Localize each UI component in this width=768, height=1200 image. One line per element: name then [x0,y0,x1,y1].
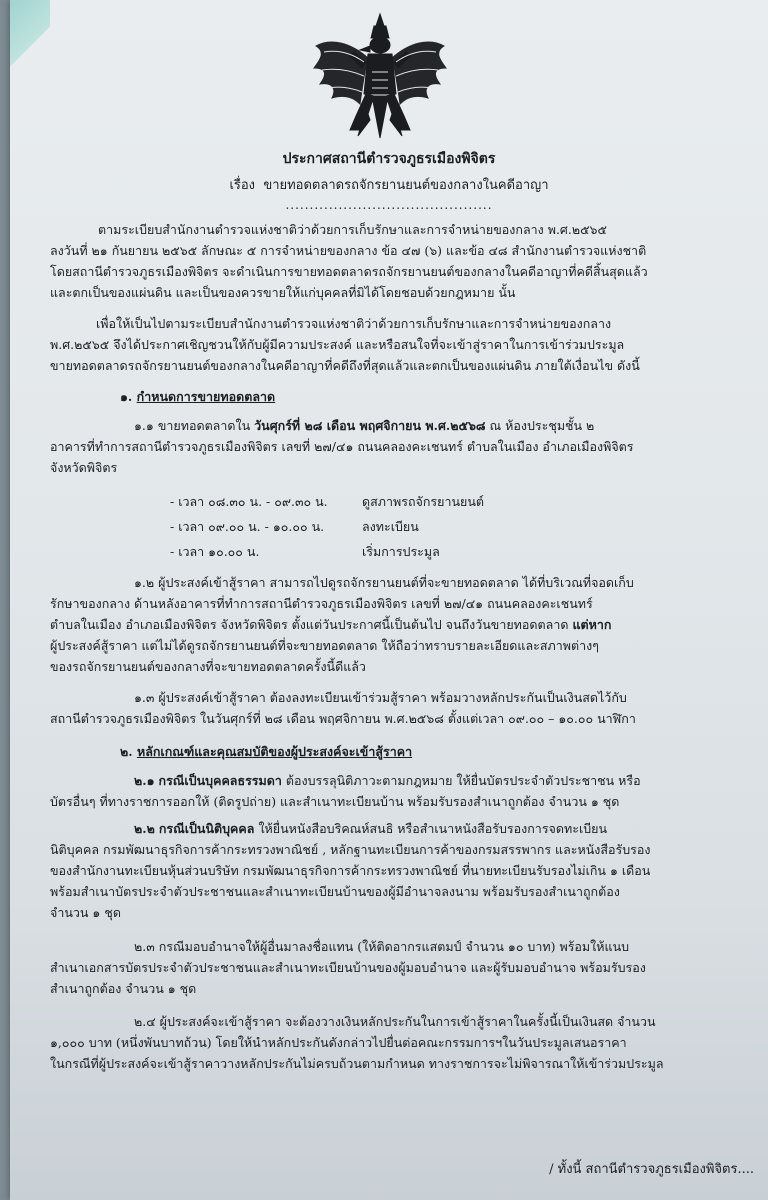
garuda-emblem-icon [310,12,450,142]
section-2-heading [120,744,768,760]
schedule-time: - เวลา ๐๙.๐๐ น. - ๑๐.๐๐ น. [170,519,325,534]
item-1-1-suffix: ณ ห้องประชุมชั้น ๒ [489,418,595,433]
item-2-2-line [134,821,758,837]
item-2-2-line: พร้อมสำเนาบัตรประจำตัวประชาชนและสำเนาทะเบียนบ้านของผู้มีอำนาจลงนาม พร้อมรับรองสำเนาถูกต้อง [50,884,620,899]
separator-dots: ........................................... [285,198,493,212]
item-2-4-line: ๑,๐๐๐ บาท (หนึ่งพันบาทถ้วน) โดยให้นำหลักประกันดังกล่าวไปยื่นต่อคณะกรรมการฯในวันประมูลเสนอราคา [50,1035,627,1050]
purpose-line: ขายทอดตลาดรถจักรยานยนต์ของกลางในคดีอาญาที่คดีถึงที่สุดแล้วและตกเป็นของแผ่นดิน ภายใต้เงื่อนไข ดังนี้ [50,358,640,373]
intro-line: ลงวันที่ ๒๑ กันยายน ๒๕๖๕ ลักษณะ ๕ การจำหน่ายของกลาง ข้อ ๔๗ (๖) และข้อ ๔๘ สำนักงานตำรวจแห่งชาติ [50,243,647,258]
purpose-line: พ.ศ.๒๕๖๕ จึงได้ประกาศเชิญชวนให้กับผู้มีความประสงค์ และหรือสนใจที่จะเข้าสู่ราคาในการเข้าร่วมประมูล [50,337,625,352]
section-2-number: ๒. [120,744,133,759]
section-1-title: กำหนดการขายทอดตลาด [136,389,276,404]
subject-text: ขายทอดตลาดรถจักรยานยนต์ของกลางในคดีอาญา [263,178,549,193]
subject-line [10,174,768,195]
document-page [10,0,768,1200]
item-1-1-line: จังหวัดพิจิตร [50,460,118,475]
item-1-1-line: อาคารที่ทำการสถานีตำรวจภูธรเมืองพิจิตร เลขที่ ๒๗/๔๑ ถนนคลองคะเชนทร์ ตำบลในเมือง อำเภอเมืองพิจิตร [50,439,634,454]
schedule-time: - เวลา ๐๘.๓๐ น. - ๐๙.๓๐ น. [170,494,328,509]
intro-line: โดยสถานีตำรวจภูธรเมืองพิจิตร จะดำเนินการขายทอดตลาดรถจักรยานยนต์ของกลางในคดีอาญาที่คดีสิ้นสุดแล้ว [50,264,648,279]
subject-label: เรื่อง [229,178,256,193]
item-1-2-text: ตำบลในเมือง อำเภอเมืองพิจิตร จังหวัดพิจิตร ตั้งแต่วันประกาศนี้เป็นต้นไป จนถึงวันขายทอดตลาด [50,617,569,632]
item-1-2-emphasis: แต่หาก [572,617,612,632]
item-1-1-prefix: ๑.๑ ขายทอดตลาดใน [134,418,251,433]
item-2-4-line: ในกรณีที่ผู้ประสงค์จะเข้าสู้ราคาวางหลักประกันไม่ครบถ้วนตามกำหนด ทางราชการจะไม่พิจารณาให้เข้าร่วมประมูล [50,1056,664,1071]
schedule-time: - เวลา ๑๐.๐๐ น. [170,544,260,559]
schedule-activity: ดูสภาพรถจักรยานยนต์ [362,494,485,509]
intro-line: และตกเป็นของแผ่นดิน และเป็นของควรขายให้แก่บุคคลที่มิได้โดยชอบด้วยกฎหมาย นั้น [50,285,516,300]
item-1-2-line: รักษาของกลาง ด้านหลังอาคารที่ทำการสถานีตำรวจภูธรเมืองพิจิตร เลขที่ ๒๗/๔๑ ถนนคลองคะเชนทร์ [50,596,593,611]
item-2-2-line: ของสำนักงานทะเบียนหุ้นส่วนบริษัท กรมพัฒนาธุรกิจการค้ากระทรวงพาณิชย์ ที่นายทะเบียนรับรองไม่เกิน ๑ เดือน [50,863,651,878]
section-2-title: หลักเกณฑ์และคุณสมบัติของผู้ประสงค์จะเข้าสู้ราคา [136,744,413,759]
item-1-2-line: ของรถจักรยานยนต์ของกลางที่จะขายทอดตลาดครั้งนี้ดีแล้ว [50,659,366,674]
item-2-3-line: สำเนาเอกสารบัตรประจำตัวประชาชนและสำเนาทะเบียนบ้านของผู้มอบอำนาจ และผู้รับมอบอำนาจ พร้อมรับรอง [50,960,646,975]
section-1-heading [120,389,768,405]
page-title: ประกาศสถานีตำรวจภูธรเมืองพิจิตร [282,151,496,167]
auction-date: วันศุกร์ที่ ๒๘ เดือน พฤศจิกายน พ.ศ.๒๕๖๘ [254,418,486,433]
item-2-3-line: ๒.๓ กรณีมอบอำนาจให้ผู้อื่นมาลงชื่อแทน (ให้ติดอากรแสตมป์ จำนวน ๑๐ บาท) พร้อมให้แนบ [134,939,630,954]
continuation-note: / ทั้งนี้ สถานีตำรวจภูธรเมืองพิจิตร.... [549,1162,754,1177]
item-1-2-line: ๑.๒ ผู้ประสงค์เข้าสู้ราคา สามารถไปดูรถจักรยานยนต์ที่จะขายทอดตลาด ได้ที่บริเวณที่จอดเก็บ [134,575,634,590]
intro-line: ตามระเบียบสำนักงานตำรวจแห่งชาติว่าด้วยการเก็บรักษาและการจำหน่ายของกลาง พ.ศ.๒๕๖๕ [98,222,607,237]
item-2-1-line: บัตรอื่นๆ ที่ทางราชการออกให้ (ติดรูปถ่าย) และสำเนาทะเบียนบ้าน พร้อมรับรองสำเนาถูกต้อง จำนวน ๑ ชุด [50,794,620,809]
item-2-4-line: ๒.๔ ผู้ประสงค์จะเข้าสู้ราคา จะต้องวางเงินหลักประกันในการเข้าสู้ราคาในครั้งนี้เป็นเงินสด จำนวน [134,1014,656,1029]
item-2-3-line: สำเนาถูกต้อง จำนวน ๑ ชุด [50,981,197,996]
item-1-2-line: ผู้ประสงค์สู้ราคา แต่ไม่ได้ดูรถจักรยานยนต์ที่จะขายทอดตลาด ให้ถือว่าทราบรายละเอียดและสภาพต่างๆ [50,638,599,653]
item-1-3-line: ๑.๓ ผู้ประสงค์เข้าสู้ราคา ต้องลงทะเบียนเข้าร่วมสู้ราคา พร้อมวางหลักประกันเป็นเงินสดไว้กับ [134,690,627,705]
item-2-1-label: กรณีเป็นบุคคลธรรมดา [158,773,282,788]
item-2-2-line: จำนวน ๑ ชุด [50,905,121,920]
purpose-line: เพื่อให้เป็นไปตามระเบียบสำนักงานตำรวจแห่งชาติว่าด้วยการเก็บรักษาและการจำหน่ายของกลาง [96,316,612,331]
item-1-1-line [134,418,758,434]
schedule-activity: ลงทะเบียน [362,519,419,534]
item-1-2-line [50,617,758,633]
item-2-2-line: นิติบุคคล กรมพัฒนาธุรกิจการค้ากระทรวงพาณิชย์ , หลักฐานทะเบียนการค้าของกรมสรรพากร และหนังสือรับรอง [50,842,651,857]
background-corner [10,0,50,70]
item-2-1-line [134,773,758,789]
schedule-activity: เริ่มการประมูล [362,544,440,559]
section-1-number: ๑. [120,389,133,404]
item-2-2-number: ๒.๒ [134,821,155,836]
item-2-2-label: กรณีเป็นนิติบุคคล [158,821,255,836]
item-2-2-text: ให้ยื่นหนังสือบริคณห์สนธิ หรือสำเนาหนังสือรับรองการจดทะเบียน [258,821,608,836]
item-2-1-text: ต้องบรรลุนิติภาวะตามกฎหมาย ให้ยื่นบัตรประจำตัวประชาชน หรือ [285,773,641,788]
item-1-3-line: สถานีตำรวจภูธรเมืองพิจิตร ในวันศุกร์ที่ ๒๘ เดือน พฤศจิกายน พ.ศ.๒๕๖๘ ตั้งแต่เวลา ๐๙.๐๐ – ๑๐.๐๐ นาฬิกา [50,711,636,726]
item-2-1-number: ๒.๑ [134,773,155,788]
